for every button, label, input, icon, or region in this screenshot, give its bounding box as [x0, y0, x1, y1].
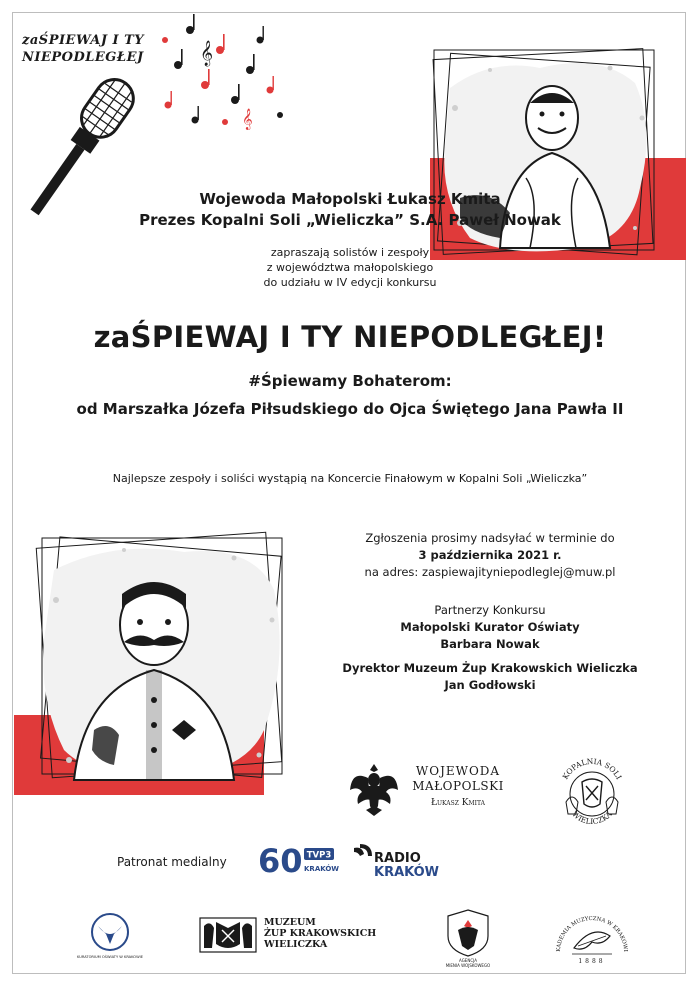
- host-line-prezes: Prezes Kopalni Soli „Wieliczka” S.A. Paweł Nowak: [139, 211, 561, 229]
- akademia-muzyczna-logo: [552, 902, 632, 968]
- music-notes-icon: [150, 10, 290, 135]
- pilsudski-portrait-illustration: [14, 530, 314, 800]
- deadline-date: 3 października 2021 r.: [418, 548, 562, 562]
- kopalnia-soli-logo: [552, 752, 632, 832]
- wojewoda-logo-text: WOJEWODA MAŁOPOLSKI Łukasz Kmita: [412, 764, 504, 808]
- svg-text:𝄞: 𝄞: [200, 41, 214, 66]
- deadline-block: Zgłoszenia prosimy nadsyłać w terminie do 3 października 2021 r. na adres: zaspiewajityniepodleglej@muw.pl: [300, 530, 680, 581]
- host-line-wojewoda: Wojewoda Małopolski Łukasz Kmita: [199, 190, 501, 208]
- muzeum-crest-icon: [198, 914, 258, 956]
- polish-eagle-icon: [348, 760, 400, 818]
- agencja-line1: AGENCJA: [459, 958, 477, 963]
- tvp-city: KRAKÓW: [304, 865, 340, 873]
- submission-email[interactable]: na adres: zaspiewajityniepodleglej@muw.pl: [364, 565, 616, 579]
- amk-year: 1888: [578, 958, 606, 965]
- radio-line2: KRAKÓW: [374, 865, 440, 880]
- kuratorium-oswiaty-logo: [74, 908, 146, 968]
- radio-line1: RADIO: [374, 851, 421, 866]
- kuratorium-text: KURATORIUM OŚWIATY W KRAKOWIE: [76, 955, 144, 959]
- partners-heading: Partnerzy Konkursu: [434, 603, 546, 617]
- contest-subtitle: od Marszałka Józefa Piłsudskiego do Ojca Świętego Jana Pawła II: [76, 400, 624, 418]
- invitation-text: zapraszają solistów i zespoły z województwa małopolskiego do udziału w IV edycji konkursu: [263, 246, 437, 289]
- tvp-anniversary-number: 60: [258, 842, 303, 880]
- agencja-line2: MIENIA WOJSKOWEGO: [445, 963, 491, 968]
- amk-arc-text: KADEMIA MUZYCZNA W KRAKOWI: [555, 915, 629, 953]
- contest-hashtag: #Śpiewamy Bohaterom:: [248, 372, 452, 390]
- svg-text:KOPALNIA SOLI: [561, 757, 624, 781]
- media-patronage-label: Patronat medialny: [117, 855, 227, 869]
- tvp3-krakow-logo: [256, 840, 348, 880]
- brand-wordmark: zaŚPIEWAJ I TY NIEPODLEGŁEJ: [22, 33, 145, 65]
- finalists-note: Najlepsze zespoły i soliści wystąpią na Koncercie Finałowym w Kopalni Soli „Wieliczka”: [112, 472, 588, 485]
- radio-krakow-logo: [352, 842, 442, 882]
- partners-block: Partnerzy Konkursu Małopolski Kurator Oświaty Barbara Nowak Dyrektor Muzeum Żup Krakowskich Wieliczka Jan Godłowski: [300, 602, 680, 694]
- agencja-mienia-wojskowego-logo: [440, 906, 496, 968]
- salt-logo-top-text: KOPALNIA SOLI: [560, 756, 624, 781]
- salt-logo-bottom-text: WIELICZKA: [570, 809, 614, 827]
- svg-text:𝄞: 𝄞: [242, 109, 253, 130]
- muzeum-logo-text: MUZEUM ŻUP KRAKOWSKICH WIELICZKA: [264, 917, 377, 950]
- tvp-badge: TVP3: [306, 850, 332, 861]
- contest-title: zaŚPIEWAJ I TY NIEPODLEGŁEJ!: [93, 320, 607, 354]
